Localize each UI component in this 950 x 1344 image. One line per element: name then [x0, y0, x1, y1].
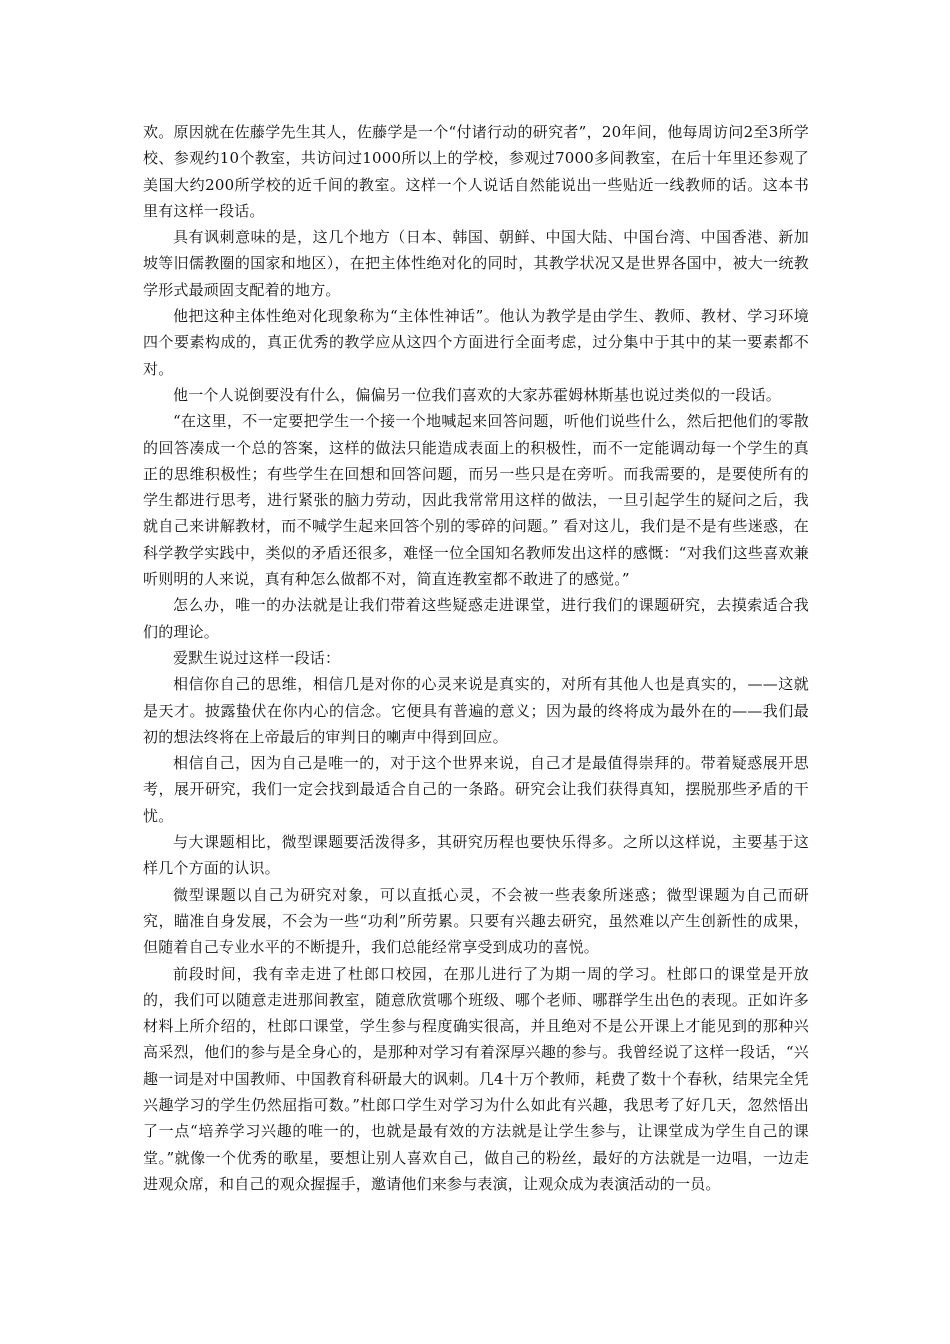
paragraph-continuation: 欢。原因就在佐藤学先生其人，佐藤学是一个“付诸行动的研究者”，20年间，他每周访问2至3所学校、参观约10个教室，共访问过1000所以上的学校，参观过7000多间教室，在后十年里还参观了美国大约200所学校的近千间的教室。这样一个人说话自然能说出一些贴近一线教师的话。这本书里有这样一段话。	[143, 123, 809, 220]
paragraph-irony: 具有讽刺意味的是，这几个地方（日本、韩国、朝鲜、中国大陆、中国台湾、中国香港、新加坡等旧儒教圈的国家和地区），在把主体性绝对化的同时，其教学状况又是世界各国中，被大一统教学形式最顽固支配着的地方。	[143, 228, 809, 299]
paragraph-micro-vs-major: 与大课题相比，微型课题要活泼得多，其研究历程也要快乐得多。之所以这样说，主要基于这样几个方面的认识。	[143, 833, 809, 878]
paragraph-emerson-intro: 爱默生说过这样一段话：	[173, 648, 341, 667]
paragraph-what-to-do: 怎么办，唯一的办法就是让我们带着这些疑惑走进课堂，进行我们的课题研究，去摸索适合我们的理论。	[143, 596, 809, 641]
document-body	[143, 119, 809, 1197]
paragraph-dulangkou: 前段时间，我有幸走进了杜郎口校园，在那儿进行了为期一周的学习。杜郎口的课堂是开放的，我们可以随意走进那间教室，随意欣赏哪个班级、哪个老师、哪群学生出色的表现。正如许多材料上所介绍的，杜郎口课堂，学生参与程度确实很高，并且绝对不是公开课上才能见到的那种兴高采烈，他们的参与是全身心的，是那种对学习有着深厚兴趣的参与。我曾经说了这样一段话，“兴趣一词是对中国教师、中国教育科研最大的讽刺。几4十万个教师，耗费了数十个春秋，结果完全凭兴趣学习的学生仍然屈指可数。”杜郎口学生对学习为什么如此有兴趣，我思考了好几天，忽然悟出了一点“培养学习兴趣的唯一的，也就是最有效的方法就是让学生参与，让课堂成为学生自己的课堂。”就像一个优秀的歌星，要想让别人喜欢自己，做自己的粉丝，最好的方法就是一边唱，一边走进观众席，和自己的观众握握手，邀请他们来参与表演，让观众成为表演活动的一员。	[143, 964, 809, 1193]
paragraph-believe-yourself: 相信自己，因为自己是唯一的，对于这个世界来说，自己才是最值得崇拜的。带着疑惑展开思考，展开研究，我们一定会找到最适合自己的一条路。研究会让我们获得真知，摆脱那些矛盾的干忧。	[143, 754, 809, 825]
paragraph-sukhomlinsky-quote: “在这里，不一定要把学生一个接一个地喊起来回答问题，听他们说些什么，然后把他们的零散的回答凑成一个总的答案，这样的做法只能造成表面上的积极性，而不一定能调动每一个学生的真正的思维积极性；有些学生在回想和回答问题，而另一些只是在旁听。而我需要的，是要使所有的学生都进行思考，进行紧张的脑力劳动，因此我常常用这样的做法，一旦引起学生的疑问之后，我就自己来讲解教材，而不喊学生起来回答个别的零碎的问题。” 看对这儿，我们是不是有些迷惑，在科学教学实践中，类似的矛盾还很多，难怪一位全国知名教师发出这样的感慨：“对我们这些喜欢兼听则明的人来说，真有种怎么做都不对，简直连教室都不敢进了的感觉。”	[143, 412, 809, 589]
paragraph-subjectivity-myth: 他把这种主体性绝对化现象称为“主体性神话”。他认为教学是由学生、教师、教材、学习环境四个要素构成的，真正优秀的教学应从这四个方面进行全面考虑，过分集中于其中的某一要素都不对。	[143, 307, 809, 378]
paragraph-micro-topic: 微型课题以自己为研究对象，可以直抵心灵，不会被一些表象所迷惑；微型课题为自己而研究，瞄准自身发展，不会为一些“功利”所劳累。只要有兴趣去研究，虽然难以产生创新性的成果，但随着自己专业水平的不断提升，我们总能经常享受到成功的喜悦。	[143, 885, 809, 957]
paragraph-sukhomlinsky-intro: 他一个人说倒要没有什么，偏偏另一位我们喜欢的大家苏霍姆林斯基也说过类似的一段话。	[173, 385, 782, 404]
paragraph-emerson-quote: 相信你自己的思维，相信几是对你的心灵来说是真实的，对所有其他人也是真实的，——这就是天才。披露蛰伏在你内心的信念。它便具有普遍的意义；因为最的终将成为最外在的——我们最初的想法终将在上帝最后的审判日的喇声中得到回应。	[143, 675, 809, 746]
